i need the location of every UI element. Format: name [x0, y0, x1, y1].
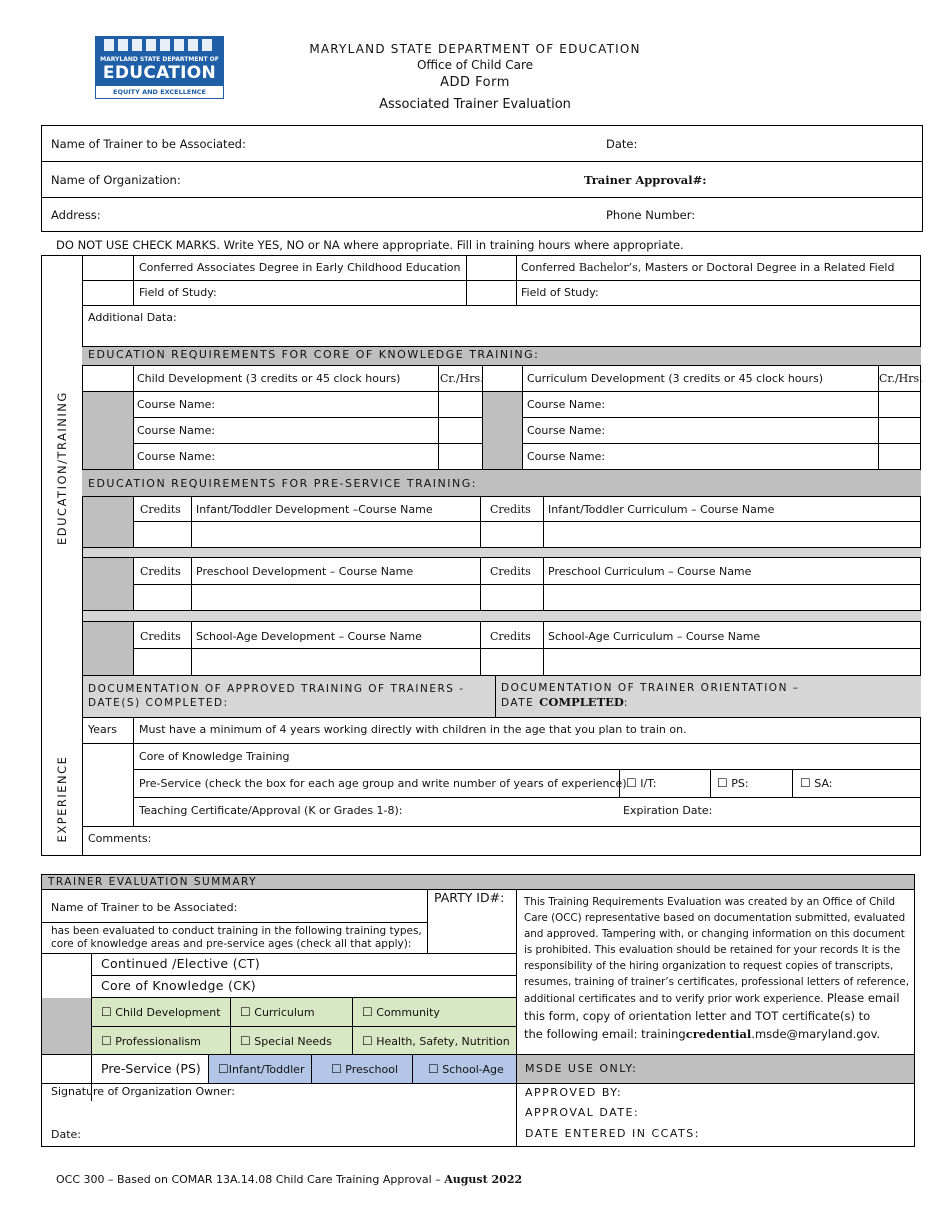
msde-logo [95, 36, 224, 99]
it-development-label: Infant/Toddler Development –Course Name [196, 503, 433, 516]
sa-development-label: School-Age Development – Course Name [196, 630, 422, 643]
credits-label: Credits [490, 630, 531, 643]
logo-line2: EDUCATION [102, 63, 217, 83]
core-knowledge-training-label: Core of Knowledge Training [139, 750, 290, 763]
education-training-label: EDUCATION/TRAINING [55, 391, 69, 545]
ct-label: Continued /Elective (CT) [101, 956, 261, 971]
it-checkbox[interactable]: ☐ I/T: [626, 776, 657, 790]
evaluated-text-line1: has been evaluated to conduct training in the following training types, [51, 925, 422, 937]
tot-documentation-line1: DOCUMENTATION OF APPROVED TRAINING OF TRAINERS - [88, 683, 465, 695]
course-name: Course Name: [527, 424, 606, 437]
child-development-title: Child Development (3 credits or 45 clock hours) [137, 372, 401, 385]
checkbox-icon: ☐ [218, 1062, 229, 1076]
crhrs-left: Cr./Hrs. [440, 372, 484, 385]
bachelors-degree-label: Conferred Bachelor’s, Masters or Doctoral Degree in a Related Field [521, 261, 895, 274]
orientation-documentation-line1: DOCUMENTATION OF TRAINER ORIENTATION – [501, 682, 800, 694]
child-development-checkbox[interactable]: ☐ Child Development [101, 1005, 221, 1019]
credits-label: Credits [140, 565, 181, 578]
logo-line3: EQUITY AND EXCELLENCE [96, 86, 223, 98]
field-of-study-right: Field of Study: [521, 286, 599, 299]
orientation-documentation-line2: DATE COMPLETED: [501, 695, 629, 709]
summary-trainer-name-label: Name of Trainer to be Associated: [51, 901, 238, 914]
ps-curriculum-label: Preschool Curriculum – Course Name [548, 565, 752, 578]
curriculum-checkbox[interactable]: ☐ Curriculum [240, 1005, 315, 1019]
ps-label: Pre-Service (PS) [101, 1061, 201, 1076]
office-name: Office of Child Care [416, 58, 534, 72]
form-type: ADD Form [440, 75, 510, 90]
summary-date-label: Date: [51, 1128, 81, 1141]
core-heading: EDUCATION REQUIREMENTS FOR CORE OF KNOWLEDGE TRAINING: [88, 348, 540, 361]
minimum-years-text: Must have a minimum of 4 years working directly with children in the age that you plan to train on. [139, 723, 687, 736]
associates-degree-label: Conferred Associates Degree in Early Childhood Education [139, 261, 461, 274]
experience-label: EXPERIENCE [55, 755, 69, 843]
checkbox-icon: ☐ [626, 776, 637, 790]
course-name: Course Name: [137, 398, 216, 411]
preservice-experience-label: Pre-Service (check the box for each age group and write number of years of experience) [139, 777, 627, 790]
address-label: Address: [51, 208, 101, 222]
date-label: Date: [606, 137, 638, 151]
logo-line1: MARYLAND STATE DEPARTMENT OF [100, 56, 219, 63]
years-label: Years [88, 723, 118, 736]
course-name: Course Name: [527, 450, 606, 463]
community-checkbox[interactable]: ☐ Community [362, 1005, 440, 1019]
course-name: Course Name: [137, 450, 216, 463]
checkbox-icon: ☐ [331, 1062, 342, 1076]
preservice-heading: EDUCATION REQUIREMENTS FOR PRE-SERVICE TRAINING: [88, 477, 477, 490]
agency-name: MARYLAND STATE DEPARTMENT OF EDUCATION [309, 42, 641, 56]
crhrs-right: Cr./Hrs. [879, 372, 923, 385]
organization-label: Name of Organization: [51, 173, 181, 187]
sa-curriculum-label: School-Age Curriculum – Course Name [548, 630, 761, 643]
summary-heading: TRAINER EVALUATION SUMMARY [48, 876, 258, 888]
checkbox-icon: ☐ [362, 1034, 373, 1048]
checkbox-icon: ☐ [428, 1062, 439, 1076]
course-name: Course Name: [527, 398, 606, 411]
evaluated-text-line2: core of knowledge areas and pre-service ages (check all that apply): [51, 938, 412, 950]
ck-label: Core of Knowledge (CK) [101, 978, 256, 993]
ps-checkbox[interactable]: ☐ PS: [717, 776, 749, 790]
tot-documentation-line2: DATE(S) COMPLETED: [88, 697, 229, 709]
credits-label: Credits [490, 503, 531, 516]
checkbox-icon: ☐ [800, 776, 811, 790]
field-of-study-left: Field of Study: [139, 286, 217, 299]
checkbox-icon: ☐ [240, 1005, 251, 1019]
it-curriculum-label: Infant/Toddler Curriculum – Course Name [548, 503, 775, 516]
instructions: DO NOT USE CHECK MARKS. Write YES, NO or NA where appropriate. Fill in training hours where appropriate. [56, 238, 684, 252]
phone-label: Phone Number: [606, 208, 696, 222]
checkbox-icon: ☐ [362, 1005, 373, 1019]
approval-date-label: APPROVAL DATE: [525, 1106, 640, 1119]
sa-checkbox[interactable]: ☐ SA: [800, 776, 833, 790]
footer-text: OCC 300 – Based on COMAR 13A.14.08 Child Care Training Approval – August 2022 [56, 1173, 523, 1186]
credits-label: Credits [140, 630, 181, 643]
checkbox-icon: ☐ [101, 1005, 112, 1019]
professionalism-checkbox[interactable]: ☐ Professionalism [101, 1034, 201, 1048]
comments-label: Comments: [88, 832, 152, 845]
form-title: Associated Trainer Evaluation [379, 97, 571, 112]
logo-graphic [104, 39, 216, 51]
health-safety-checkbox[interactable]: ☐ Health, Safety, Nutrition [362, 1034, 510, 1048]
credits-label: Credits [140, 503, 181, 516]
expiration-date-label: Expiration Date: [623, 804, 713, 817]
additional-data-label: Additional Data: [88, 311, 177, 324]
party-id-label: PARTY ID#: [434, 890, 505, 905]
course-name: Course Name: [137, 424, 216, 437]
special-needs-checkbox[interactable]: ☐ Special Needs [240, 1034, 332, 1048]
notice-text: This Training Requirements Evaluation was created by an Office of Child Care (OCC) representative based on documentation submitted, evaluated and approved. Tampering with, or changing information on this document is prohibited. This evaluation should be retained for your records It is the responsibility of the hiring organization to request copies of transcripts, resumes, training of trainer’s certificates, professional letters of reference, additional certificates and to verify prior work experience. Please email this form, copy of orientation letter and TOT certificate(s) to the following email: trainingcredential.msde@maryland.gov. [524, 896, 909, 1041]
teaching-certificate-label: Teaching Certificate/Approval (K or Grades 1-8): [139, 804, 403, 817]
approved-by-label: APPROVED BY: [525, 1086, 623, 1099]
checkbox-icon: ☐ [717, 776, 728, 790]
ps-development-label: Preschool Development – Course Name [196, 565, 414, 578]
msde-use-only-label: MSDE USE ONLY: [525, 1062, 638, 1075]
trainer-name-label: Name of Trainer to be Associated: [51, 137, 246, 151]
date-entered-label: DATE ENTERED IN CCATS: [525, 1127, 700, 1140]
infant-toddler-checkbox[interactable]: ☐Infant/Toddler [218, 1062, 305, 1076]
signature-label: Signature of Organization Owner: [51, 1085, 235, 1098]
curriculum-development-title: Curriculum Development (3 credits or 45 clock hours) [527, 372, 824, 385]
credits-label: Credits [490, 565, 531, 578]
trainer-approval-label: Trainer Approval#: [584, 173, 707, 187]
school-age-checkbox[interactable]: ☐ School-Age [428, 1062, 504, 1076]
checkbox-icon: ☐ [240, 1034, 251, 1048]
checkbox-icon: ☐ [101, 1034, 112, 1048]
preschool-checkbox[interactable]: ☐ Preschool [331, 1062, 399, 1076]
